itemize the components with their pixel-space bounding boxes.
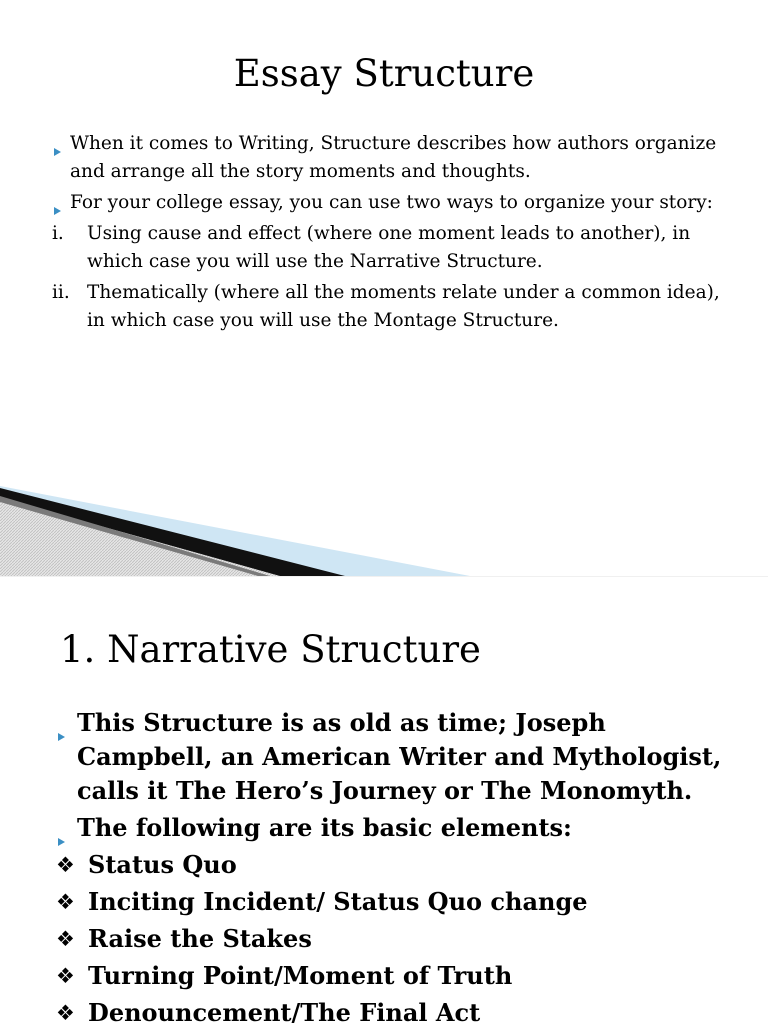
numbered-item xyxy=(52,220,742,276)
bullet-list xyxy=(56,706,746,1033)
diamond-bullet-icon: ❖ xyxy=(56,1001,75,1025)
bullet-text: The following are its basic elements: xyxy=(77,813,572,842)
triangle-bullet-icon xyxy=(58,716,65,750)
diamond-bullet-icon: ❖ xyxy=(56,890,75,914)
bullet-item xyxy=(52,130,742,186)
bullet-item xyxy=(56,811,746,845)
numbered-text: Using cause and effect (where one moment leads to another), in which case you will use the Narrative Structure. xyxy=(87,223,691,272)
numbered-text: Thematically (where all the moments relate under a common idea), in which case you will use the Montage Structure. xyxy=(87,282,720,331)
element-text: Inciting Incident/ Status Quo change xyxy=(88,887,588,916)
roman-numeral: ii. xyxy=(52,282,70,303)
bullet-text: When it comes to Writing, Structure describes how authors organize and arrange all the story moments and thoughts. xyxy=(70,133,717,182)
slide-title: Essay Structure xyxy=(233,52,535,95)
bullet-item xyxy=(56,706,746,808)
diamond-bullet-icon: ❖ xyxy=(56,927,75,951)
element-text: Turning Point/Moment of Truth xyxy=(88,961,513,990)
element-item xyxy=(56,848,746,882)
element-text: Denouncement/The Final Act xyxy=(88,998,481,1027)
slide-title: 1. Narrative Structure xyxy=(60,628,481,671)
element-text: Status Quo xyxy=(88,850,237,879)
bullet-list xyxy=(52,130,742,338)
bullet-text: This Structure is as old as time; Joseph Campbell, an American Writer and Mythologist, calls it The Hero’s Journey or The Monomyth. xyxy=(77,708,722,805)
decorative-swoosh xyxy=(0,476,470,576)
element-text: Raise the Stakes xyxy=(88,924,312,953)
diamond-bullet-icon: ❖ xyxy=(56,853,75,877)
roman-numeral: i. xyxy=(52,223,64,244)
triangle-bullet-icon xyxy=(54,137,61,165)
diamond-bullet-icon: ❖ xyxy=(56,964,75,988)
element-item xyxy=(56,885,746,919)
bullet-item xyxy=(52,189,742,217)
element-item xyxy=(56,959,746,993)
element-item xyxy=(56,996,746,1030)
bullet-text: For your college essay, you can use two ways to organize your story: xyxy=(70,192,713,213)
numbered-item xyxy=(52,279,742,335)
element-item xyxy=(56,922,746,956)
